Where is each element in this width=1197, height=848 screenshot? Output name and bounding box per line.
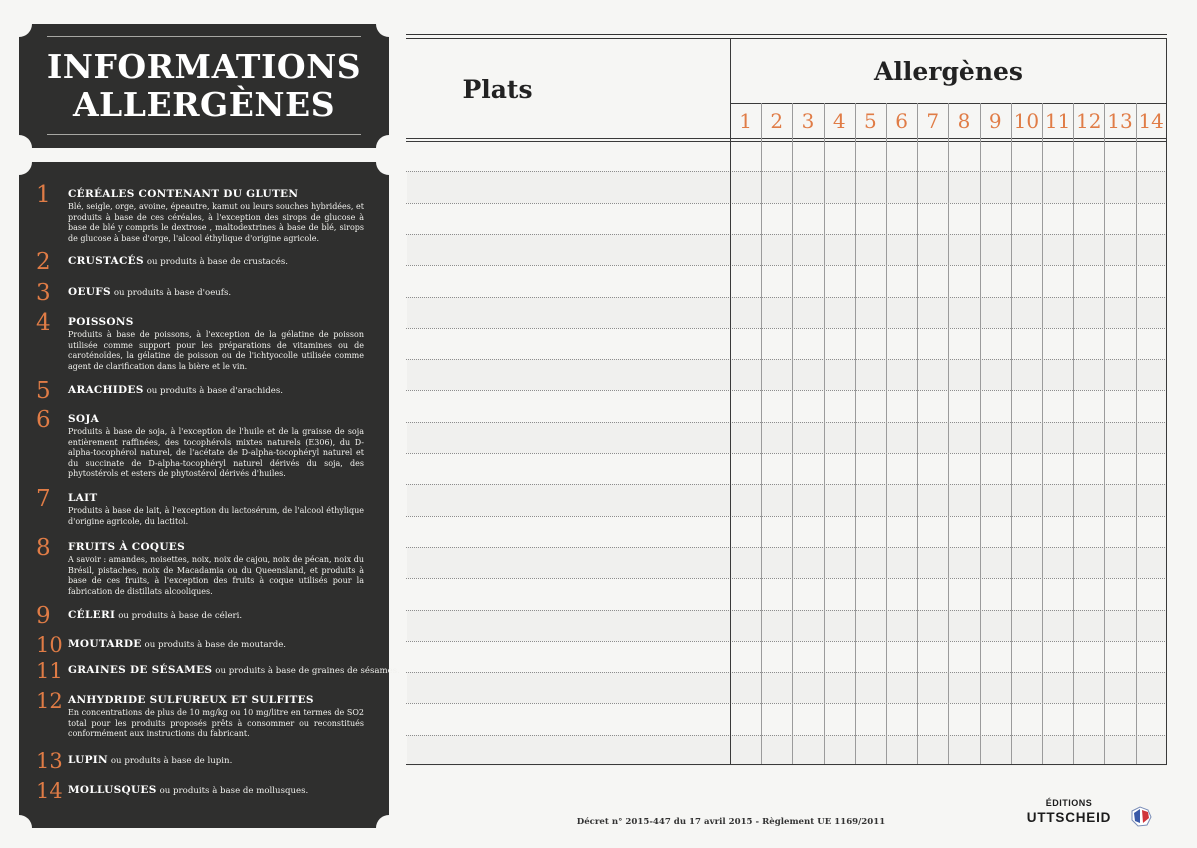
- allergen-suffix: ou produits à base de mollusques.: [159, 786, 309, 796]
- title-rule-bottom: [47, 134, 361, 135]
- plats-header: Plats: [462, 75, 533, 104]
- allergen-suffix: ou produits à base de lupin.: [110, 756, 233, 766]
- allergen-name: [68, 384, 283, 398]
- column-divider: [1073, 103, 1074, 764]
- table-row[interactable]: [407, 672, 1167, 703]
- allergen-title: CÉLERI: [68, 609, 116, 621]
- plats-column-divider: [730, 38, 731, 764]
- column-number: 13: [1107, 109, 1133, 133]
- allergen-name: [68, 413, 99, 426]
- allergen-title: GRAINES DE SÉSAMES: [68, 664, 213, 676]
- table-row[interactable]: [407, 171, 1167, 202]
- publisher-emblem-icon: [1128, 803, 1154, 829]
- row-divider: [406, 328, 1167, 329]
- allergen-title: OEUFS: [68, 286, 111, 298]
- row-divider: [406, 703, 1167, 704]
- title-panel: [19, 24, 389, 148]
- allergen-title: CÉRÉALES CONTENANT DU GLUTEN: [68, 188, 299, 200]
- allergen-title: ARACHIDES: [68, 384, 144, 396]
- allergen-title: SOJA: [68, 413, 100, 425]
- row-divider: [406, 672, 1167, 673]
- allergen-suffix: ou produits à base de graines de sésames.: [215, 666, 400, 676]
- allergen-title: LAIT: [68, 492, 98, 504]
- column-number: 5: [864, 109, 877, 133]
- allergen-title: LUPIN: [68, 754, 108, 766]
- allergen-description: Produits à base de poissons, à l'exception de la gélatine de poisson utilisée comme support pour les préparations de vitamines ou de caroténoïdes, la gélatine de poisson ou de l'ichtyocolle utilisée comme agent de clarification dans la bière et le vin.: [68, 330, 364, 371]
- table-row[interactable]: [407, 328, 1167, 359]
- allergen-number: 4: [36, 310, 51, 336]
- allergen-number: 12: [36, 689, 63, 713]
- table-row[interactable]: [407, 641, 1167, 672]
- title-rule-top: [47, 36, 361, 37]
- column-number: 6: [895, 109, 908, 133]
- allergen-name: [68, 255, 288, 269]
- allergen-number: 7: [36, 486, 51, 512]
- allergen-number: 6: [36, 407, 51, 433]
- row-divider: [406, 641, 1167, 642]
- column-divider: [824, 103, 825, 764]
- column-number: 4: [832, 109, 846, 133]
- column-number: 2: [770, 109, 784, 133]
- column-divider: [1042, 103, 1043, 764]
- table-row[interactable]: [407, 265, 1167, 296]
- table-row[interactable]: [407, 516, 1167, 547]
- column-divider: [1104, 103, 1105, 764]
- table-row[interactable]: [407, 703, 1167, 734]
- allergen-suffix: ou produits à base d'arachides.: [146, 386, 283, 396]
- column-divider: [761, 103, 762, 764]
- allergen-number: 14: [36, 779, 63, 803]
- row-divider: [406, 390, 1167, 391]
- table-row[interactable]: [407, 484, 1167, 515]
- allergen-title: CRUSTACÉS: [68, 255, 144, 267]
- allergen-number: 5: [36, 378, 51, 404]
- allergen-name: [68, 609, 242, 623]
- table-row[interactable]: [407, 422, 1167, 453]
- table-row[interactable]: [407, 735, 1167, 766]
- publisher-logo: [1020, 798, 1118, 825]
- row-divider: [406, 422, 1167, 423]
- title-line-2: ALLERGÈNES: [72, 85, 336, 124]
- allergen-title: MOLLUSQUES: [68, 784, 157, 796]
- table-rule-bottom: [406, 764, 1167, 765]
- allergen-suffix: ou produits à base de céleri.: [118, 611, 243, 621]
- allergen-name: [68, 638, 286, 652]
- allergen-name: [68, 541, 185, 554]
- row-divider: [406, 234, 1167, 235]
- allergen-name: [68, 492, 97, 505]
- column-divider: [855, 103, 856, 764]
- row-divider: [406, 453, 1167, 454]
- allergen-title: ANHYDRIDE SULFUREUX ET SULFITES: [68, 694, 314, 706]
- table-row[interactable]: [407, 578, 1167, 609]
- header-rule: [406, 141, 1167, 142]
- allergen-title: POISSONS: [68, 316, 134, 328]
- row-divider: [406, 484, 1167, 485]
- column-divider: [886, 103, 887, 764]
- column-number: 3: [801, 109, 815, 133]
- column-number: 10: [1013, 109, 1040, 133]
- table-row[interactable]: [407, 234, 1167, 265]
- table-row[interactable]: [407, 359, 1167, 390]
- row-divider: [406, 516, 1167, 517]
- table-row[interactable]: [407, 140, 1167, 171]
- allergen-number: 1: [36, 182, 51, 208]
- decret-reference: Décret n° 2015-447 du 17 avril 2015 - Règlement UE 1169/2011: [576, 817, 886, 827]
- allergen-name: [68, 316, 134, 329]
- publisher-name: UTTSCHEID: [1026, 810, 1112, 825]
- table-row[interactable]: [407, 390, 1167, 421]
- allergen-name: [68, 286, 231, 300]
- column-number: 14: [1138, 109, 1164, 133]
- table-rule-top: [406, 34, 1167, 35]
- column-divider: [980, 103, 981, 764]
- title-line-1: INFORMATIONS: [46, 47, 362, 86]
- column-divider: [1136, 103, 1137, 764]
- row-divider: [406, 359, 1167, 360]
- page-title: [19, 48, 389, 124]
- allergen-number: 13: [36, 749, 63, 773]
- row-divider: [406, 297, 1167, 298]
- table-right-edge: [1166, 38, 1167, 764]
- row-divider: [406, 547, 1167, 548]
- allergen-description: Produits à base de soja, à l'exception de l'huile et de la graisse de soja entièrement raffinées, des tocophérols mixtes naturels (E306), du D-alpha-tocophérol naturel, de l'acétate de D-alpha-tocophéryl naturel et du succinate de D-alpha-tocophéryl naturel dérivés du soja, des phytostérols et esters de phytostérol dérivés d'huiles.: [68, 427, 364, 478]
- allergen-suffix: ou produits à base d'oeufs.: [113, 288, 232, 298]
- allergen-description: En concentrations de plus de 10 mg/kg ou 10 mg/litre en termes de SO2 total pour les produits proposés prêts à consommer ou reconstitués conformément aux instructions du fabricant.: [68, 708, 364, 738]
- allergen-name: [68, 188, 298, 201]
- column-number: 7: [926, 109, 940, 133]
- column-number: 8: [957, 109, 971, 133]
- allergen-title: MOUTARDE: [68, 638, 142, 650]
- allergen-title: FRUITS À COQUES: [68, 541, 185, 553]
- row-divider: [406, 171, 1167, 172]
- allergen-number: 11: [36, 659, 63, 683]
- allergen-number: 2: [36, 249, 51, 275]
- allergen-name: [68, 664, 400, 678]
- table-rule-top: [406, 38, 1167, 39]
- column-number: 9: [988, 109, 1002, 133]
- column-divider: [1011, 103, 1012, 764]
- allergen-name: [68, 694, 314, 707]
- row-divider: [406, 578, 1167, 579]
- allergen-suffix: ou produits à base de moutarde.: [144, 640, 287, 650]
- allergen-number: 9: [36, 603, 51, 629]
- table-row[interactable]: [407, 297, 1167, 328]
- column-divider: [792, 103, 793, 764]
- column-number: 11: [1044, 109, 1071, 133]
- allergen-number: 3: [36, 280, 51, 306]
- table-row[interactable]: [407, 610, 1167, 641]
- editions-label: ÉDITIONS: [1045, 798, 1093, 808]
- allergen-suffix: ou produits à base de crustacés.: [146, 257, 288, 267]
- row-divider: [406, 203, 1167, 204]
- allergen-number: 8: [36, 535, 51, 561]
- row-divider: [406, 735, 1167, 736]
- table-row[interactable]: [407, 453, 1167, 484]
- allergen-name: [68, 754, 232, 768]
- column-divider: [917, 103, 918, 764]
- column-number: 1: [739, 109, 752, 133]
- column-number: 12: [1076, 109, 1102, 133]
- table-row[interactable]: [407, 547, 1167, 578]
- allergen-description: A savoir : amandes, noisettes, noix, noix de cajou, noix de pécan, noix du Brésil, pistaches, noix de Macadamia ou du Queensland, et produits à base de ces fruits, à l'exception des fruits à coque utilisés pour la fabrication de distillats alcooliques.: [68, 555, 364, 596]
- table-row[interactable]: [407, 203, 1167, 234]
- row-divider: [406, 610, 1167, 611]
- allergen-description: Produits à base de lait, à l'exception du lactosérum, de l'alcool éthylique d'origine agricole, du lactitol.: [68, 506, 364, 526]
- row-divider: [406, 265, 1167, 266]
- allergen-number: 10: [36, 633, 63, 657]
- allergen-description: Blé, seigle, orge, avoine, épeautre, kamut ou leurs souches hybridées, et produits à base de ces céréales, à l'exception des sirops de glucose à base de blé y compris le dextrose , maltodextrines à base de blé, sirops de glucose à base d'orge, l'alcool éthylique d'origine agricole.: [68, 202, 364, 243]
- allergenes-header: Allergènes: [873, 57, 1023, 86]
- column-divider: [948, 103, 949, 764]
- allergen-legend: [19, 162, 400, 828]
- allergen-name: [68, 784, 308, 798]
